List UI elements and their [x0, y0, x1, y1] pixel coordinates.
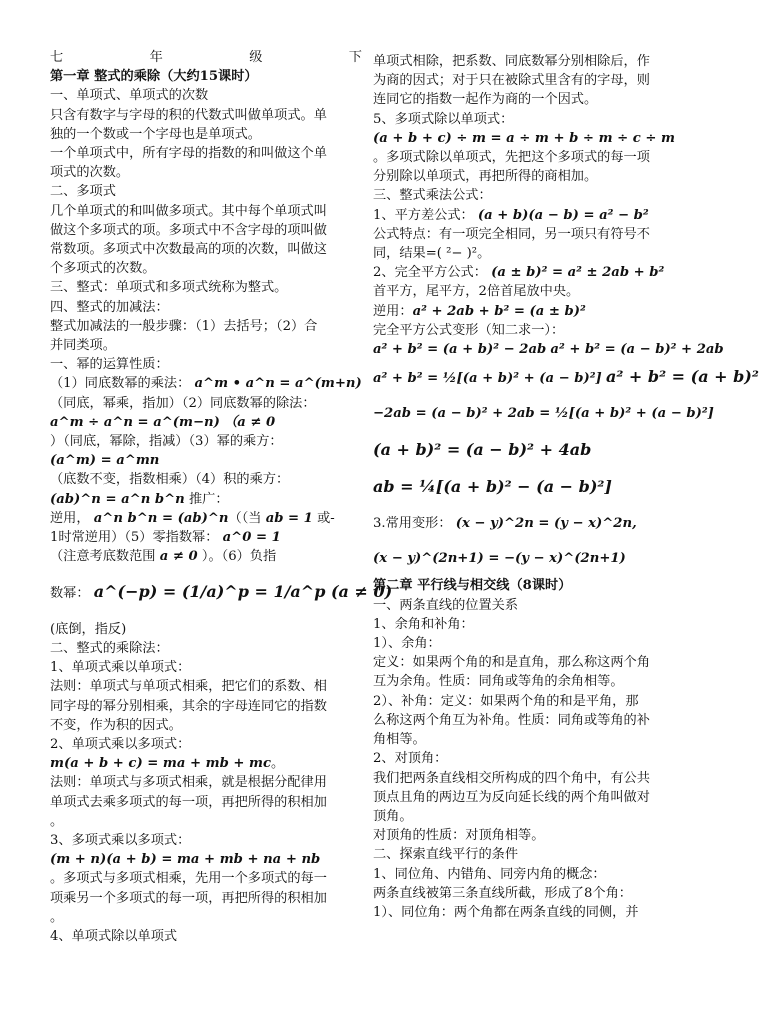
right-column [373, 52, 759, 922]
grade-title [50, 48, 362, 67]
formula: (a^m) = a^mn [50, 453, 160, 469]
text-line: （同底，幂乘，指加）（2）同底数幂的除法： [50, 395, 316, 411]
formula: ab = ¼[(a + b)² − (a − b)²] [373, 476, 612, 496]
text-line: 公式特点：有一项完全相同，另一项只有符号不 [373, 226, 650, 242]
text-line: 1）、余角： [373, 636, 441, 652]
text-line: 互为余角。性质：同角或等角的余角相等。 [373, 674, 624, 690]
text-line [373, 477, 687, 498]
formula: (x − y)^2n = (y − x)^2n, [455, 516, 637, 532]
text-line: 二、多项式 [50, 184, 116, 200]
formula: (a ± b)² = a² ± 2ab + b² [491, 265, 665, 281]
text-line: 四、整式的加减法： [50, 299, 169, 315]
text-line: 数幂： a^(−p) = (1/a)^p = 1/a^p (a ≠ 0) [50, 582, 393, 602]
formula: a^n b^n = (ab)^n [93, 510, 229, 526]
text-line: 首平方，尾平方，2倍首尾放中央。 [373, 284, 580, 300]
formula: (a + b)(a − b) = a² − b² [477, 207, 649, 223]
formula: −2ab = (a − b)² + 2ab = ½[(a + b)² + (a − b)²] [373, 406, 714, 422]
text-line: 3、多项式乘以多项式： [50, 832, 191, 848]
text-line [373, 367, 759, 388]
formula: a^m • a^n = a^(m+n) [194, 376, 362, 392]
text-line: 二、整式的乘除法： [50, 640, 169, 656]
text-line: 连同它的指数一起作为商的一个因式。 [373, 92, 598, 108]
text-line: 二、探索直线平行的条件 [373, 847, 519, 863]
text-line: 并同类项。 [50, 338, 116, 354]
text-line [50, 413, 362, 432]
text-line: ）（同底，幂除，指减）（3）幂的乘方： [50, 434, 283, 450]
formula: a² + b² = ½[(a + b)² + (a − b)²] [373, 371, 602, 387]
title-char: 年 [149, 50, 163, 65]
text-line: 5、多项式除以单项式： [373, 111, 514, 127]
formula: （a ≠ 0 [224, 414, 276, 430]
formula: (m + n)(a + b) = ma + mb + na + nb [50, 852, 321, 868]
text-line: 1、余角和补角： [373, 616, 474, 632]
text-line: 2）、补角：定义：如果两个角的和是平角，那 [373, 693, 639, 709]
text-line: 不变，作为积的因式。 [50, 717, 182, 733]
text-line: 2、对顶角： [373, 751, 448, 767]
text-line: 定义：如果两个角的和是直角，那么称这两个角 [373, 655, 650, 671]
formula: ab = 1 [265, 510, 313, 526]
formula: (a + b + c) ÷ m = a ÷ m + b ÷ m ÷ c ÷ m [373, 130, 675, 146]
text-line: 1、同位角、内错角、同旁内角的概念： [373, 866, 606, 882]
text-line: 两条直线被第三条直线所截，形成了8个角： [373, 885, 632, 901]
text-line: 3.常用变形： (x − y)^2n = (y − x)^2n, [373, 516, 637, 532]
text-line: 1时常逆用）（5）零指数幂： a^0 = 1 [50, 530, 281, 546]
text-line [373, 404, 714, 423]
text-line: (ab)^n = a^n b^n 推广： [50, 491, 229, 507]
text-line [373, 129, 687, 148]
chapter-2-heading: 第二章 平行线与相交线（8课时） [373, 578, 572, 594]
text-line: 同，结果=( ²− )²。 [373, 246, 491, 262]
formula: (ab)^n = a^n b^n [50, 491, 185, 507]
formula: a^(−p) = (1/a)^p = 1/a^p (a ≠ 0) [93, 582, 393, 602]
text-line: 逆用， a^n b^n = (ab)^n（（当 ab = 1 或- [50, 510, 335, 526]
text-line: 顶点且角的两边互为反向延长线的两个角叫做对 [373, 789, 650, 805]
text-line: （底数不变，指数相乘）（4）积的乘方： [50, 472, 290, 488]
formula: a^m ÷ a^n = a^(m−n) [50, 414, 220, 430]
text-line: (底倒，指反) [50, 621, 127, 637]
text-line: 完全平方公式变形（知二求一）： [373, 322, 565, 338]
title-char: 下 [348, 50, 362, 65]
text-line: 常数项。多项式中次数最高的项的次数，叫做这 [50, 242, 327, 258]
text-line: 几个单项式的和叫做多项式。其中每个单项式叫 [50, 203, 327, 219]
text-line: 一、幂的运算性质： [50, 357, 169, 373]
formula: a ≠ 0 [159, 549, 198, 565]
text-line: 为商的因式；对于只在被除式里含有的字母，则 [373, 73, 650, 89]
chapter-1-heading: 第一章 整式的乘除（大约15课时） [50, 69, 258, 85]
text-line: 2、单项式乘以多项式： [50, 736, 191, 752]
text-line: 单项式相除，把系数、同底数幂分别相除后，作 [373, 54, 650, 69]
title-char: 级 [249, 50, 263, 65]
text-line: 项乘另一个多项式的每一项，再把所得的积相加 [50, 890, 327, 906]
text-line [50, 451, 362, 470]
text-line: 1）、同位角：两个角都在两条直线的同侧，并 [373, 904, 639, 920]
text-line: 个多项式的次数。 [50, 261, 156, 277]
text-line: 。 [50, 909, 64, 925]
text-line [373, 440, 687, 461]
text-line: （注意考底数范围 a ≠ 0 ）。（6）负指 [50, 549, 277, 565]
formula: (x − y)^(2n+1) = −(y − x)^(2n+1) [373, 551, 626, 567]
text-line: 只含有数字与字母的积的代数式叫做单项式。单 [50, 107, 327, 123]
text-line: 么称这两个角互为补角。性质：同角或等角的补 [373, 712, 650, 728]
text-line: 。 [50, 813, 64, 829]
text-line [50, 850, 362, 869]
text-line: 我们把两条直线相交所构成的四个角中，有公共 [373, 770, 650, 786]
text-line: 。多项式除以单项式，先把这个多项式的每一项 [373, 150, 650, 166]
formula: a^0 = 1 [222, 530, 281, 546]
title-char: 七 [50, 50, 64, 65]
text-line: 分别除以单项式，再把所得的商相加。 [373, 169, 598, 185]
formula: m(a + b + c) = ma + mb + mc [50, 756, 272, 772]
text-line: 对顶角的性质：对顶角相等。 [373, 828, 545, 844]
formula: a² + 2ab + b² = (a ± b)² [412, 303, 586, 319]
text-line: 一个单项式中，所有字母的指数的和叫做这个单 [50, 146, 327, 162]
text-line: 整式加减法的一般步骤：（1）去括号；（2）合 [50, 318, 318, 334]
text-line: （1）同底数幂的乘法： a^m • a^n = a^(m+n) [50, 376, 362, 392]
formula: (a + b)² = (a − b)² + 4ab [373, 439, 592, 459]
text-line: 三、整式乘法公式： [373, 188, 492, 204]
text-line: 。多项式与多项式相乘，先用一个多项式的每一 [50, 871, 327, 887]
text-line: 1、平方差公式： (a + b)(a − b) = a² − b² [373, 207, 649, 223]
text-line: 同字母的幂分别相乘，其余的字母连同它的指数 [50, 698, 327, 714]
text-line: m(a + b + c) = ma + mb + mc。 [50, 756, 285, 772]
text-line: 4、单项式除以单项式 [50, 928, 178, 944]
text-line: 项式的次数。 [50, 165, 130, 181]
text-line: 顶角。 [373, 808, 413, 824]
text-line [373, 549, 687, 568]
formula: a² + b² = (a − b)² + 2ab [550, 342, 724, 358]
text-line: 做这个多项式的项。多项式中不含字母的项叫做 [50, 222, 327, 238]
text-line: 法则：单项式与多项式相乘，就是根据分配律用 [50, 775, 327, 791]
text-line [373, 340, 724, 359]
text-line: 逆用：a² + 2ab + b² = (a ± b)² [373, 303, 586, 319]
formula: a² + b² = (a + b)² [605, 367, 759, 387]
text-line: 角相等。 [373, 732, 426, 748]
text-line: 法则：单项式与单项式相乘，把它们的系数、相 [50, 679, 327, 695]
text-line: 一、两条直线的位置关系 [373, 597, 519, 613]
text-line: 独的一个数或一个字母也是单项式。 [50, 126, 261, 142]
text-line: 单项式去乘多项式的每一项，再把所得的积相加 [50, 794, 327, 810]
text-line: 三、整式：单项式和多项式统称为整式。 [50, 280, 288, 296]
text-line: 2、完全平方公式： (a ± b)² = a² ± 2ab + b² [373, 265, 665, 281]
formula: a² + b² = (a + b)² − 2ab [373, 342, 547, 358]
text-line: 一、单项式、单项式的次数 [50, 88, 209, 104]
text-line: 1、单项式乘以单项式： [50, 660, 191, 676]
